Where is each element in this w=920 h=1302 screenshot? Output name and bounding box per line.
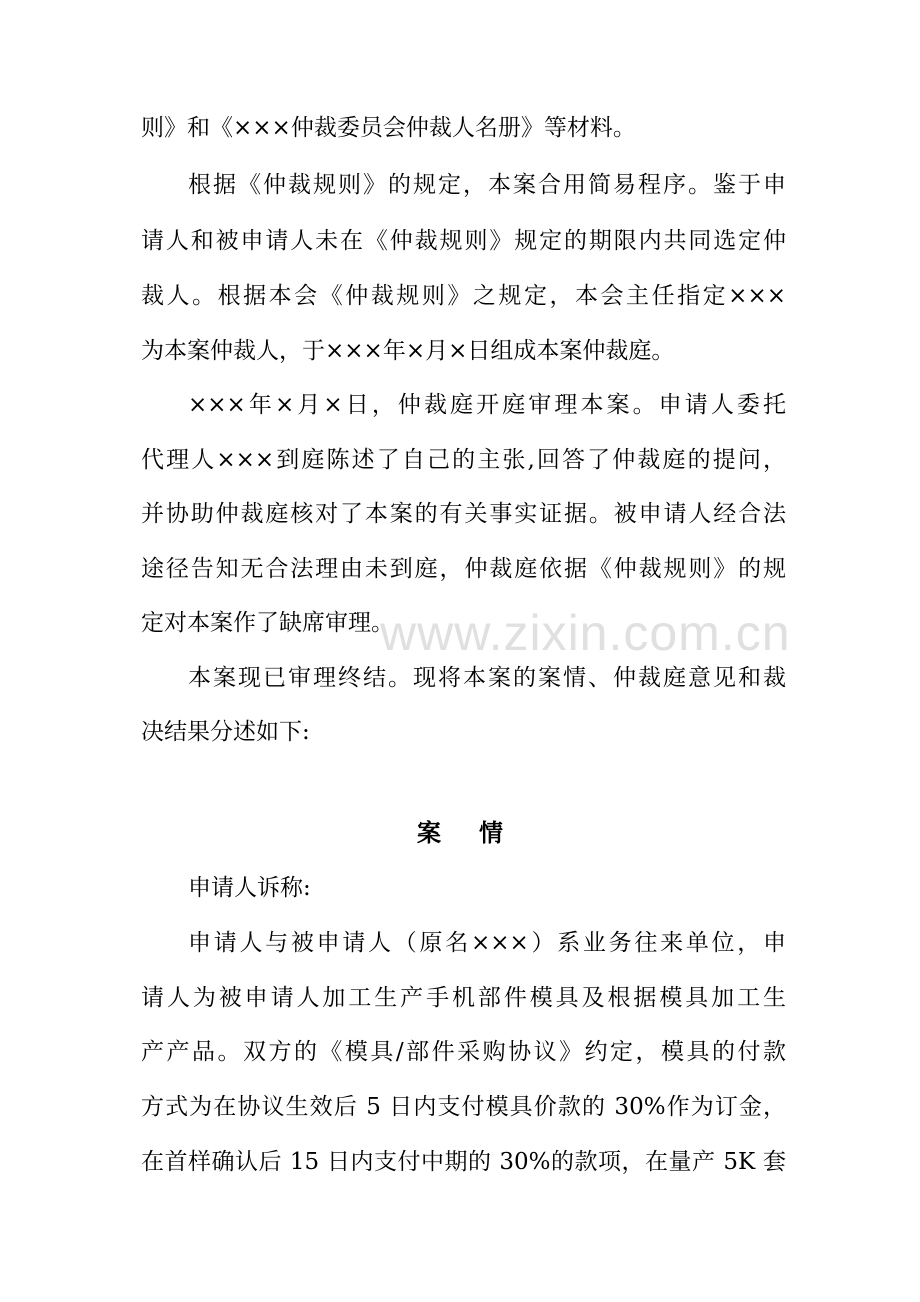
paragraph-line: 产产品。双方的《模具/部件采购协议》约定，模具的付款: [141, 1039, 786, 1065]
paragraph-line: 请人和被申请人未在《仲裁规则》规定的期限内共同选定仲: [141, 228, 786, 254]
paragraph-line: 决结果分述如下:: [141, 719, 310, 745]
paragraph-line: 为本案仲裁人，于×××年×月×日组成本案仲裁庭。: [141, 338, 675, 364]
paragraph-line: 本案现已审理终结。现将本案的案情、仲裁庭意见和裁: [188, 665, 786, 691]
paragraph-line: 定对本案作了缺席审理。: [141, 610, 394, 636]
paragraph-line: 请人为被申请人加工生产手机部件模具及根据模具加工生: [141, 985, 786, 1011]
section-heading: 案情: [417, 818, 541, 847]
paragraph-line: ×××年×月×日，仲裁庭开庭审理本案。申请人委托: [188, 392, 786, 418]
paragraph-line: 裁人。根据本会《仲裁规则》之规定，本会主任指定×××: [141, 283, 786, 309]
paragraph-line: 代理人×××到庭陈述了自己的主张,回答了仲裁庭的提问，: [141, 447, 786, 473]
paragraph-line: 途径告知无合法理由未到庭，仲裁庭依据《仲裁规则》的规: [141, 556, 786, 582]
paragraph-line: 申请人诉称:: [188, 875, 311, 901]
paragraph-line: 在首样确认后 15 日内支付中期的 30%的款项，在量产 5K 套: [141, 1149, 786, 1175]
paragraph-line: 方式为在协议生效后 5 日内支付模具价款的 30%作为订金，: [141, 1094, 786, 1120]
paragraph-line: 则》和《×××仲裁委员会仲裁人名册》等材料。: [141, 115, 636, 141]
paragraph-line: 根据《仲裁规则》的规定，本案合用简易程序。鉴于申: [188, 172, 786, 198]
paragraph-line: 申请人与被申请人（原名×××）系业务往来单位，申: [188, 930, 786, 956]
watermark: www.zixin.com.cn: [380, 605, 791, 661]
paragraph-line: 并协助仲裁庭核对了本案的有关事实证据。被申请人经合法: [141, 501, 786, 527]
